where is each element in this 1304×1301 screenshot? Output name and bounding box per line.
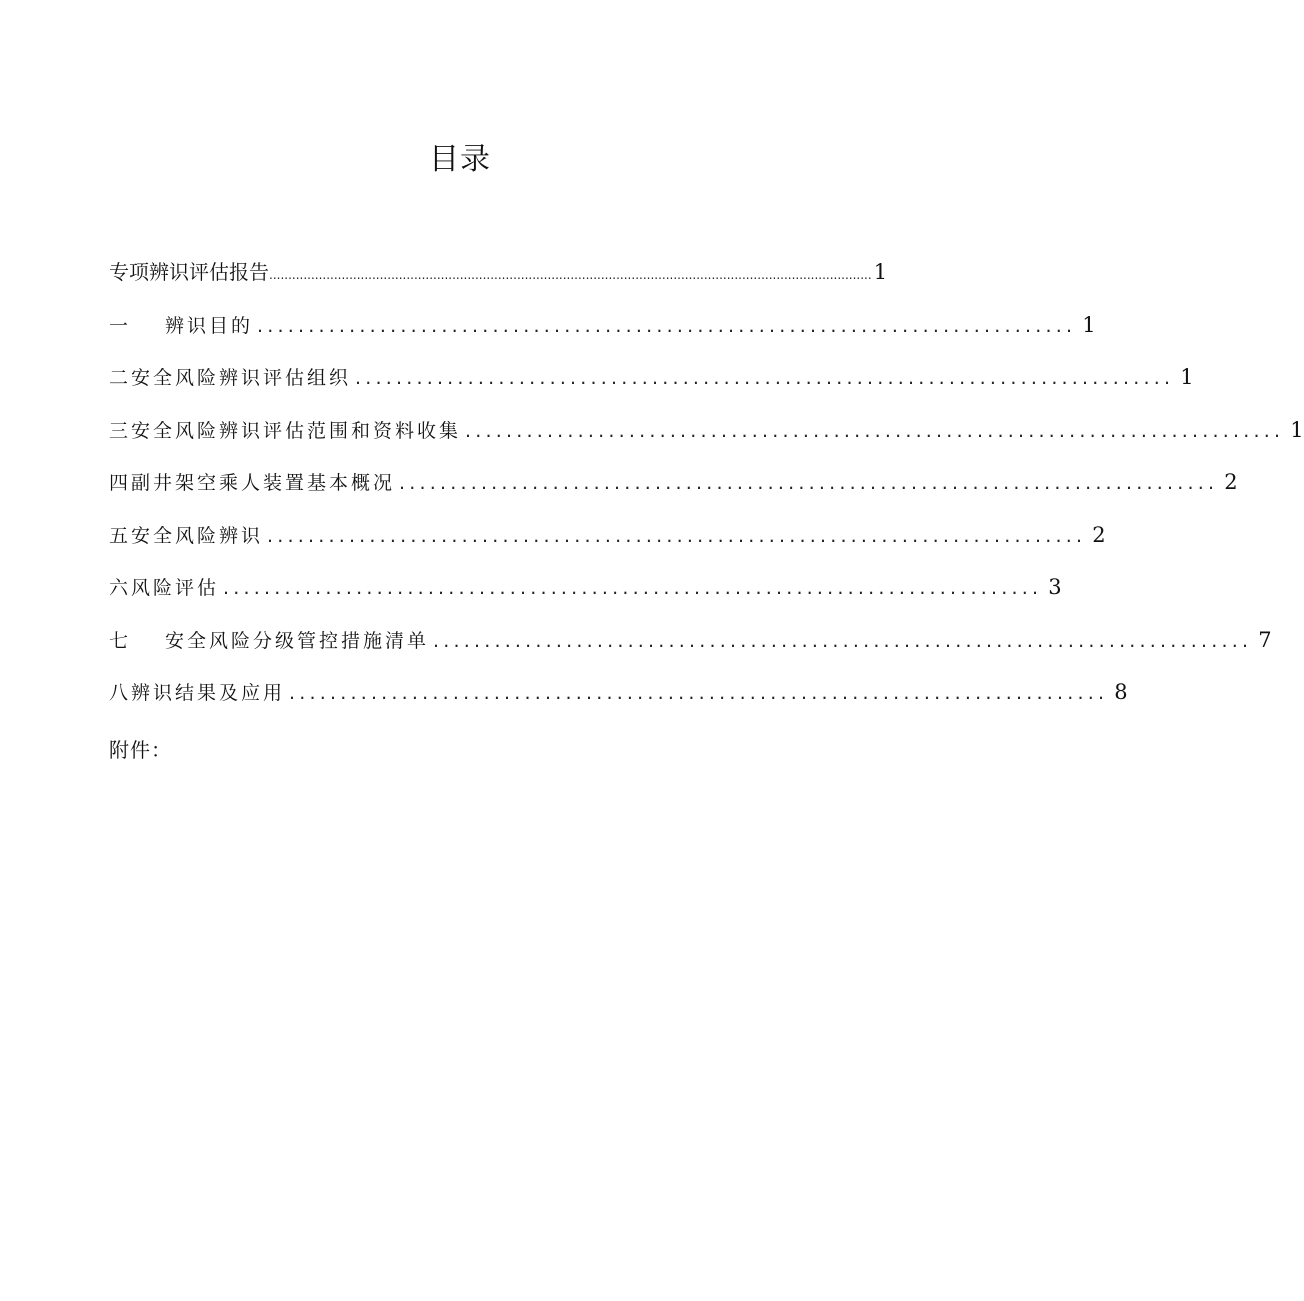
toc-entry-number: 五 <box>109 524 132 547</box>
dot-leader: .............................................................................................................................................................. <box>269 268 872 282</box>
toc-entry[interactable] <box>109 620 1272 673</box>
toc-entry-label: 安全风险分级管控措施清单 <box>165 629 430 652</box>
dot-leader: ................................................................................ <box>267 524 1087 547</box>
dot-leader: ................................................................................ <box>289 682 1109 704</box>
toc-entry-page: 7 <box>1258 627 1272 652</box>
dot-leader: ................................................................................ <box>257 314 1077 337</box>
toc-entry-label: 安全风险辨识评估范围和资料收集 <box>131 419 462 442</box>
toc-entry-page: 8 <box>1114 680 1128 704</box>
toc-entry-number: 二 <box>109 367 132 389</box>
toc-entry-number: 一 <box>109 314 132 337</box>
toc-entry[interactable] <box>109 252 888 305</box>
dot-leader: ................................................................................ <box>433 629 1253 652</box>
toc-entry-number: 三 <box>109 419 132 442</box>
toc-entry-label: 风险评估 <box>131 577 220 599</box>
table-of-contents <box>109 252 1304 725</box>
page-title: 目录 <box>429 142 491 177</box>
toc-entry[interactable] <box>109 515 1106 568</box>
toc-entry-label: 辨识目的 <box>165 314 254 337</box>
toc-entry-label: 安全风险辨识评估组织 <box>131 367 352 389</box>
toc-entry-number: 六 <box>109 577 132 599</box>
toc-entry-label: 辨识结果及应用 <box>131 682 286 704</box>
toc-entry[interactable] <box>109 305 1096 358</box>
toc-entry[interactable] <box>109 357 1194 410</box>
toc-entry-number: 四 <box>109 472 132 494</box>
toc-entry-page: 2 <box>1092 522 1106 547</box>
toc-entry-page: 1 <box>1290 417 1304 442</box>
dot-leader: ................................................................................ <box>399 472 1219 494</box>
dot-leader: ................................................................................ <box>355 367 1175 389</box>
toc-entry-page: 1 <box>1180 365 1194 389</box>
toc-entry-label: 副井架空乘人装置基本概况 <box>131 472 396 494</box>
toc-entry-page: 1 <box>873 260 888 284</box>
toc-entry[interactable] <box>109 462 1238 515</box>
toc-entry-page: 1 <box>1082 312 1096 337</box>
toc-entry[interactable] <box>109 410 1304 463</box>
toc-entry-label: 专项辨识评估报告 <box>109 260 269 284</box>
dot-leader: ................................................................................ <box>465 419 1285 442</box>
toc-entry-number: 八 <box>109 682 132 704</box>
toc-entry-label: 安全风险辨识 <box>131 524 264 547</box>
dot-leader: ................................................................................ <box>223 577 1043 599</box>
toc-entry[interactable] <box>109 567 1062 620</box>
toc-entry-number: 七 <box>109 629 132 652</box>
toc-entry-page: 3 <box>1048 575 1062 599</box>
toc-entry[interactable] <box>109 672 1128 725</box>
toc-entry-page: 2 <box>1224 470 1238 494</box>
attachment-heading: 附件： <box>109 738 172 762</box>
